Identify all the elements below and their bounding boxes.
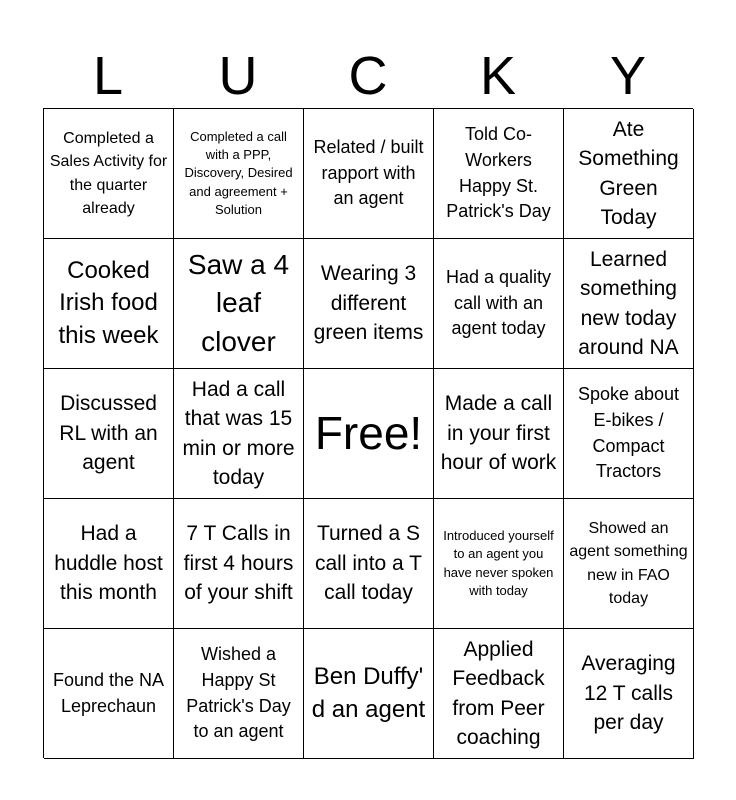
bingo-cell[interactable]: Ate Something Green Today <box>564 109 694 239</box>
free-space[interactable]: Free! <box>304 369 434 499</box>
bingo-cell[interactable]: Saw a 4 leaf clover <box>174 239 304 369</box>
bingo-cell[interactable]: Found the NA Leprechaun <box>44 629 174 759</box>
header-letter-l: L <box>92 46 124 106</box>
bingo-grid <box>43 108 693 758</box>
bingo-cell[interactable]: Completed a Sales Activity for the quarter already <box>44 109 174 239</box>
bingo-cell[interactable]: Applied Feedback from Peer coaching <box>434 629 564 759</box>
header-letter-c: C <box>348 46 388 106</box>
bingo-cell[interactable]: Discussed RL with an agent <box>44 369 174 499</box>
bingo-cell[interactable]: Spoke about E-bikes / Compact Tractors <box>564 369 694 499</box>
header-letter-k: K <box>479 46 517 106</box>
bingo-cell[interactable]: Ben Duffy' d an agent <box>304 629 434 759</box>
bingo-cell[interactable]: Had a huddle host this month <box>44 499 174 629</box>
bingo-header <box>43 44 693 108</box>
bingo-cell[interactable]: Turned a S call into a T call today <box>304 499 434 629</box>
bingo-cell[interactable]: Told Co-Workers Happy St. Patrick's Day <box>434 109 564 239</box>
bingo-cell[interactable]: 7 T Calls in first 4 hours of your shift <box>174 499 304 629</box>
bingo-cell[interactable]: Had a call that was 15 min or more today <box>174 369 304 499</box>
bingo-cell[interactable]: Wearing 3 different green items <box>304 239 434 369</box>
bingo-cell[interactable]: Learned something new today around NA <box>564 239 694 369</box>
bingo-cell[interactable]: Made a call in your first hour of work <box>434 369 564 499</box>
header-letter-y: Y <box>609 46 647 106</box>
bingo-cell[interactable]: Related / built rapport with an agent <box>304 109 434 239</box>
bingo-cell[interactable]: Had a quality call with an agent today <box>434 239 564 369</box>
bingo-cell[interactable]: Wished a Happy St Patrick's Day to an agent <box>174 629 304 759</box>
bingo-cell[interactable]: Introduced yourself to an agent you have never spoken with today <box>434 499 564 629</box>
bingo-cell[interactable]: Showed an agent something new in FAO today <box>564 499 694 629</box>
header-letter-u: U <box>218 46 258 106</box>
bingo-cell[interactable]: Averaging 12 T calls per day <box>564 629 694 759</box>
bingo-cell[interactable]: Completed a call with a PPP, Discovery, Desired and agreement + Solution <box>174 109 304 239</box>
bingo-cell[interactable]: Cooked Irish food this week <box>44 239 174 369</box>
